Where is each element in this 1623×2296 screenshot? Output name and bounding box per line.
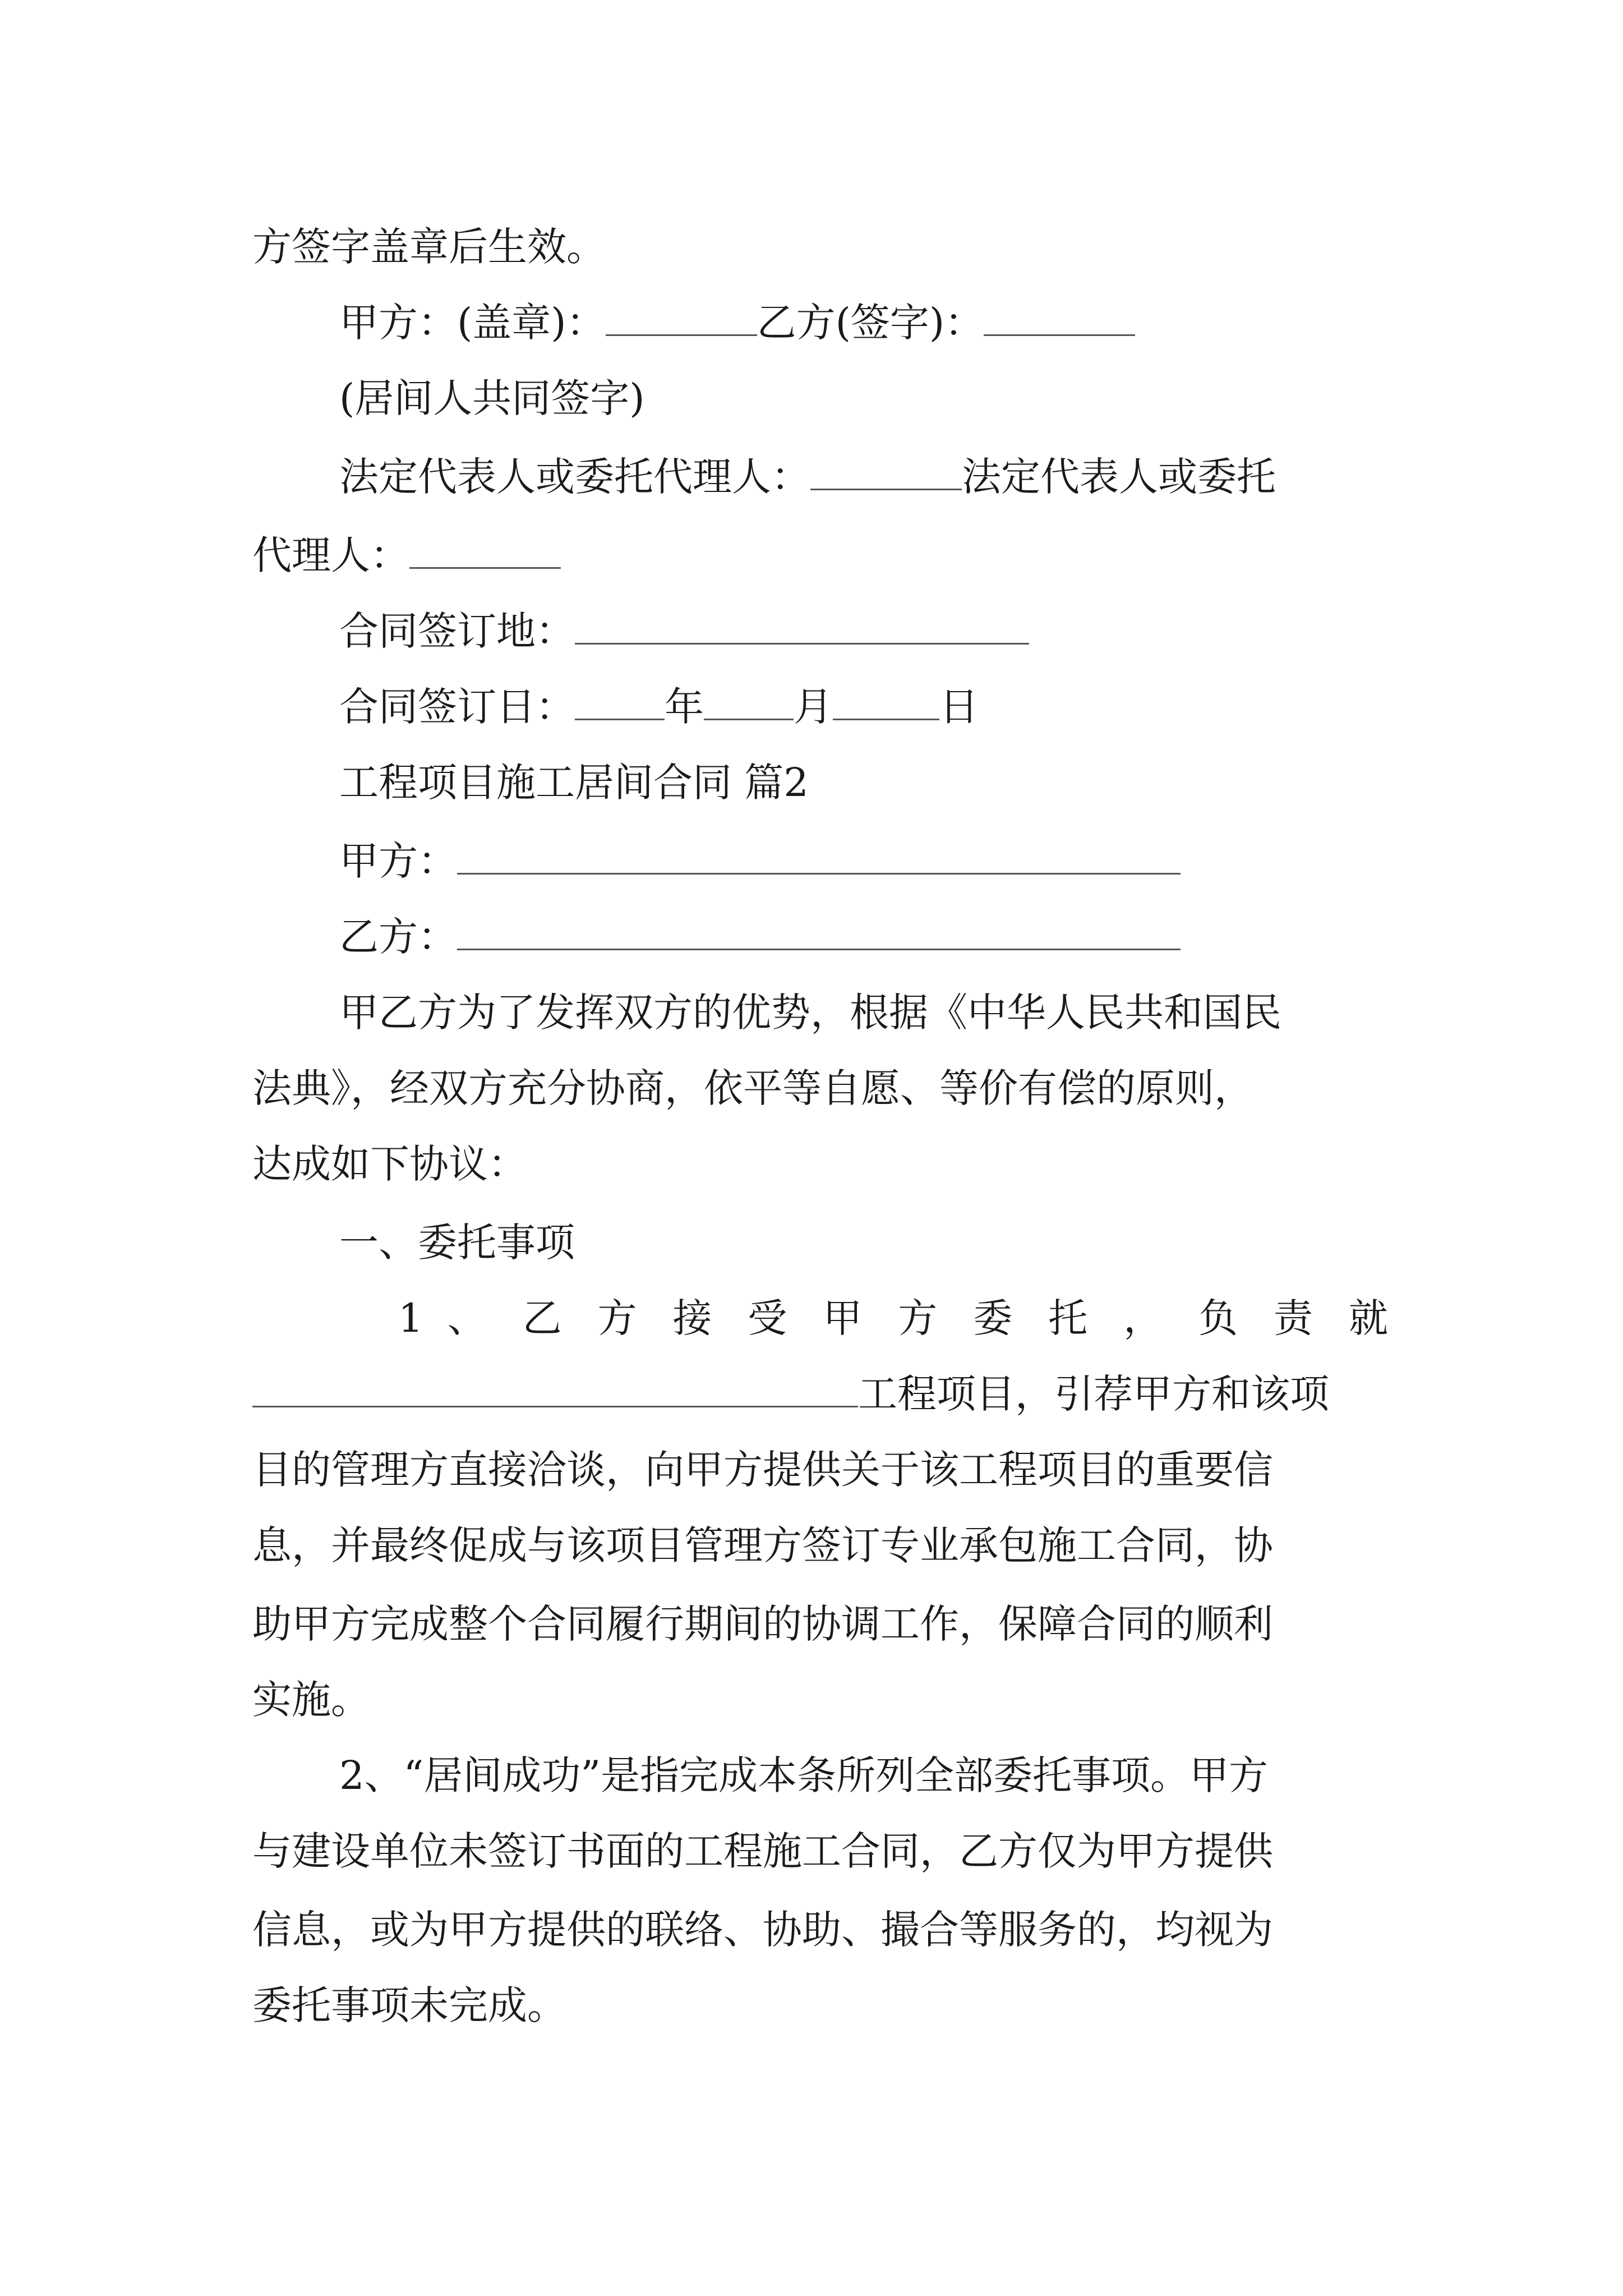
party-b-label: 乙方(签字)： bbox=[757, 300, 984, 346]
text-span: 信息，或为甲方提供的联络、协助、撮合等服务的，均视为 bbox=[252, 1907, 1273, 1953]
party-b-line bbox=[339, 912, 1181, 962]
party-a-signature-blank bbox=[606, 297, 757, 336]
text-line bbox=[252, 1139, 527, 1189]
clause-heading bbox=[339, 1217, 575, 1268]
text-span: 甲乙方为了发挥双方的优势，根据《中华人民共和国民 bbox=[339, 990, 1281, 1036]
text-line bbox=[252, 1674, 370, 1725]
representative-label-b: 法定代表人或委托 bbox=[962, 454, 1276, 500]
year-blank bbox=[575, 682, 665, 720]
month-label: 月 bbox=[794, 684, 833, 730]
project-name-blank bbox=[252, 1369, 858, 1407]
party-a-name-blank bbox=[457, 836, 1181, 875]
text-line bbox=[252, 1520, 1273, 1571]
representative-blank-b bbox=[409, 530, 561, 569]
party-a-line bbox=[339, 836, 1181, 886]
text-span: 与建设单位未签订书面的工程施工合同，乙方仅为甲方提供 bbox=[252, 1828, 1273, 1874]
signing-place-label: 合同签订地： bbox=[339, 608, 575, 654]
representative-label-cont: 代理人： bbox=[252, 532, 409, 578]
text-span: (居间人共同签字) bbox=[339, 375, 645, 421]
year-label: 年 bbox=[665, 684, 704, 730]
text-span: 息，并最终促成与该项目管理方签订专业承包施工合同，协 bbox=[252, 1522, 1273, 1568]
text-span: 法典》，经双方充分协商，依平等自愿、等价有偿的原则， bbox=[252, 1065, 1253, 1111]
text-span: 助甲方完成整个合同履行期间的协调工作，保障合同的顺利 bbox=[252, 1601, 1273, 1647]
text-span: 达成如下协议： bbox=[252, 1141, 527, 1187]
party-b-signature-blank bbox=[984, 297, 1135, 336]
project-line bbox=[252, 1369, 1329, 1419]
day-label: 日 bbox=[939, 684, 979, 730]
signing-date-line bbox=[339, 682, 979, 732]
text-line bbox=[252, 1599, 1273, 1649]
text-span: 一、委托事项 bbox=[339, 1220, 575, 1266]
text-span: 2、“居间成功”是指完成本条所列全部委托事项。甲方 bbox=[339, 1752, 1269, 1798]
month-blank bbox=[704, 682, 794, 720]
representative-line bbox=[339, 452, 1276, 502]
text-line bbox=[252, 1980, 566, 2031]
representative-label: 法定代表人或委托代理人： bbox=[339, 454, 810, 500]
party-b-name-blank bbox=[457, 912, 1181, 950]
text-line bbox=[339, 987, 1281, 1038]
section-heading bbox=[339, 757, 809, 808]
text-line bbox=[252, 1063, 1253, 1114]
clause-1-line: 1 、 乙 方 接 受 甲 方 委 托 ， 负 责 就 bbox=[398, 1295, 1388, 1341]
text-span: 实施。 bbox=[252, 1677, 370, 1723]
text-line bbox=[252, 222, 606, 272]
text-line bbox=[252, 1444, 1273, 1495]
signing-place-blank bbox=[575, 606, 1029, 645]
text-span: 目的管理方直接洽谈，向甲方提供关于该工程项目的重要信 bbox=[252, 1447, 1273, 1493]
party-a-label: 甲方：(盖章)： bbox=[339, 300, 606, 346]
representative-blank bbox=[810, 452, 962, 490]
text-span: 工程项目，引荐甲方和该项 bbox=[858, 1371, 1329, 1417]
text-line bbox=[252, 1826, 1273, 1876]
text-span: 工程项目施工居间合同 篇2 bbox=[339, 760, 809, 806]
signing-date-label: 合同签订日： bbox=[339, 684, 575, 730]
signature-line-parties bbox=[339, 297, 1135, 348]
text-line bbox=[252, 1904, 1273, 1955]
representative-line-cont bbox=[252, 530, 561, 581]
text-span: 方签字盖章后生效。 bbox=[252, 224, 606, 270]
signing-place-line bbox=[339, 606, 1029, 656]
party-a-name-label: 甲方： bbox=[339, 838, 457, 884]
day-blank bbox=[833, 682, 939, 720]
text-span: 委托事项未完成。 bbox=[252, 1982, 566, 2028]
text-line bbox=[339, 1750, 1268, 1801]
party-b-name-label: 乙方： bbox=[339, 914, 457, 960]
text-line bbox=[339, 373, 645, 424]
